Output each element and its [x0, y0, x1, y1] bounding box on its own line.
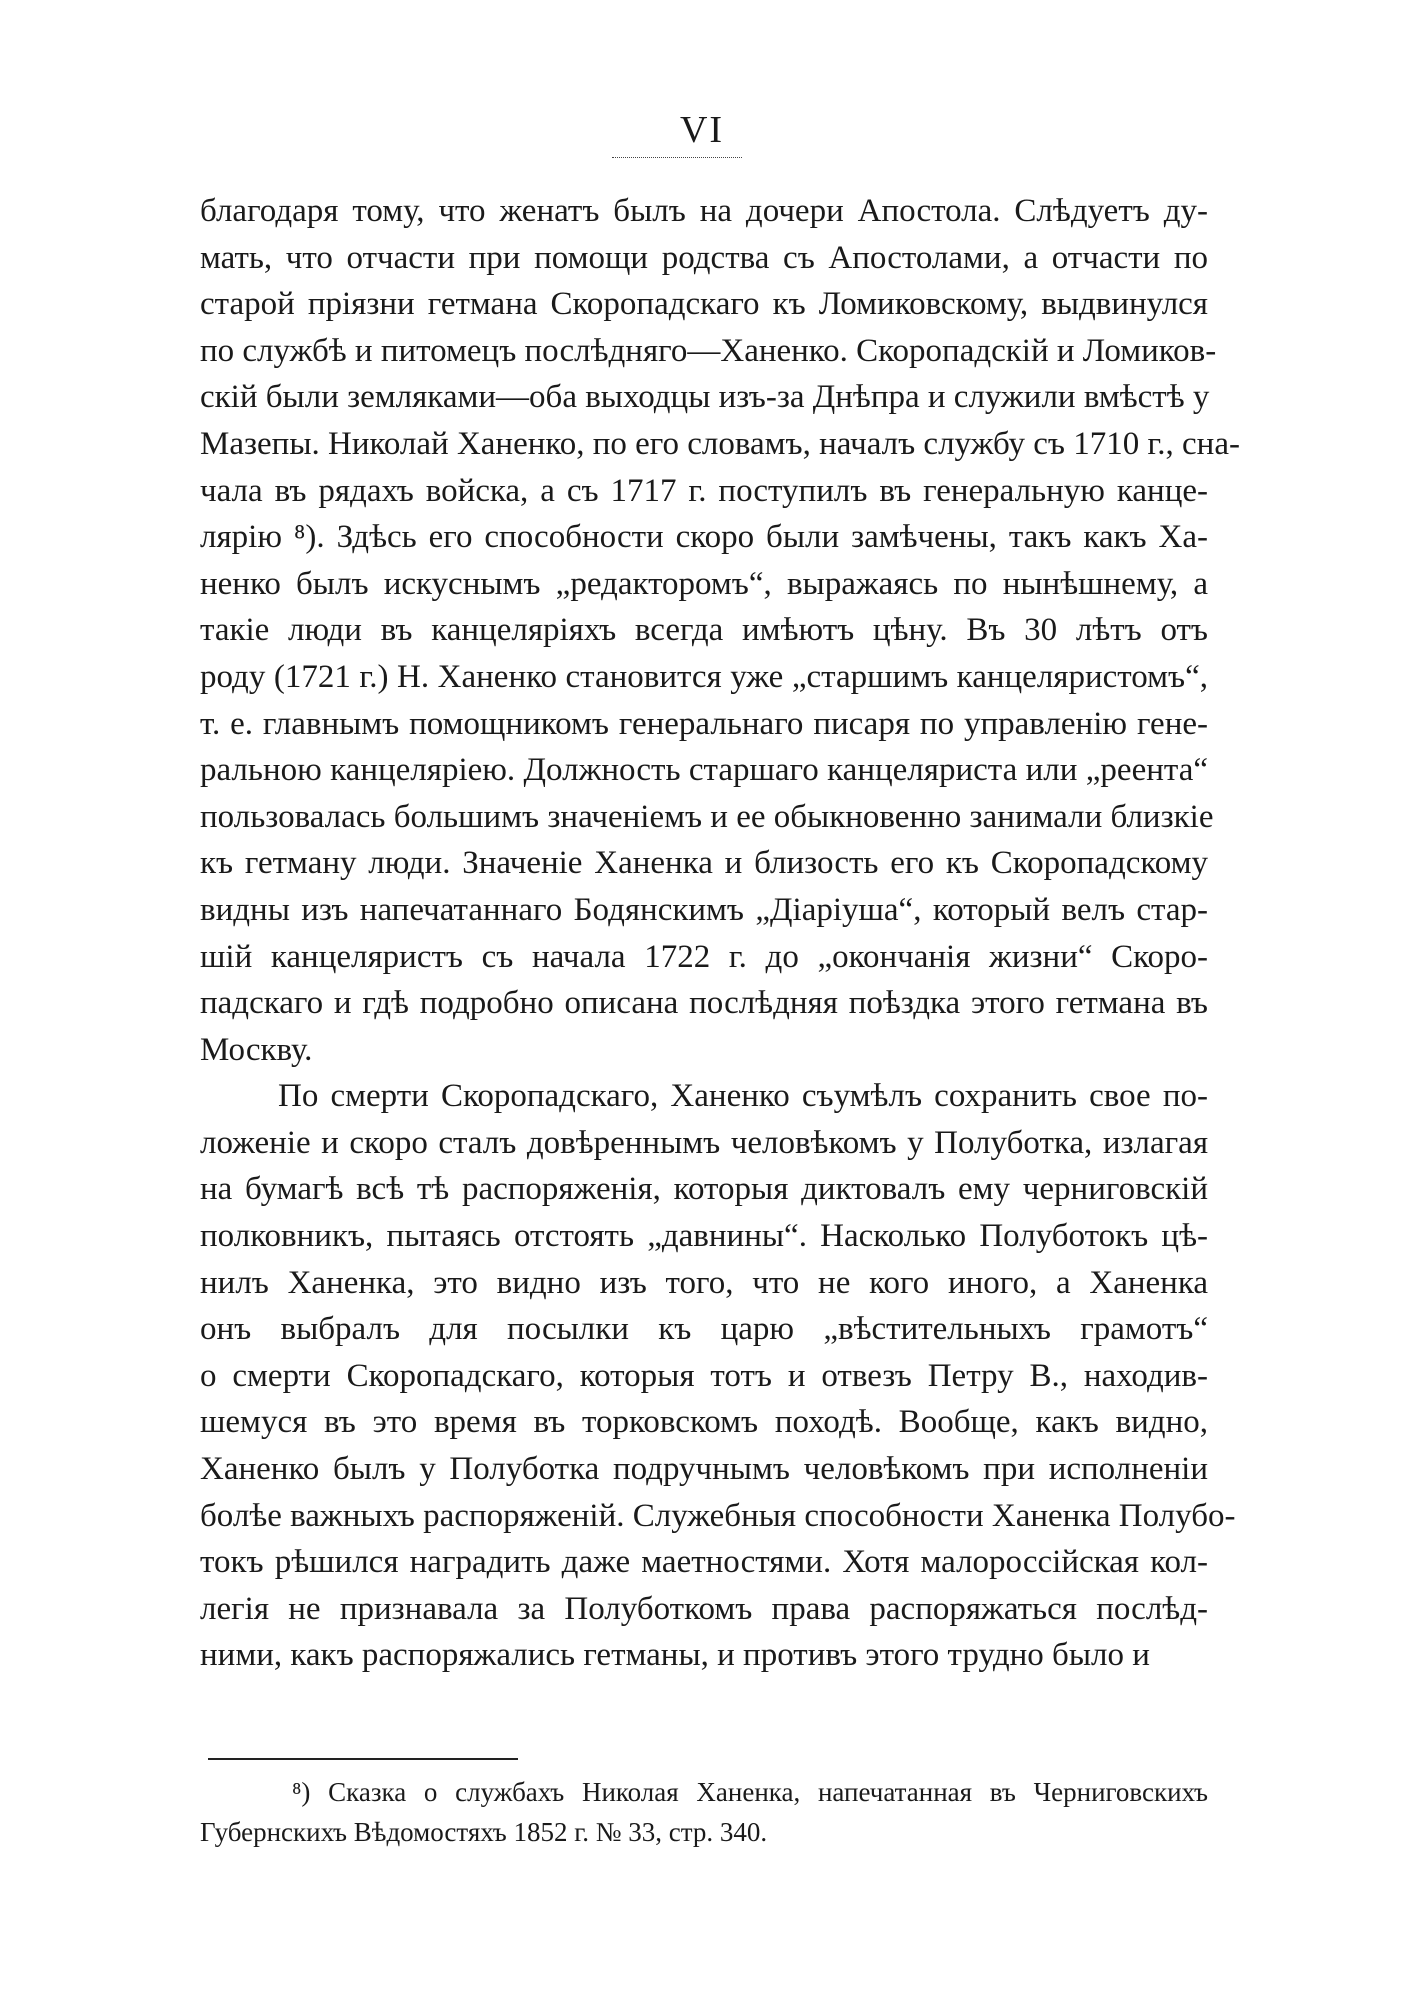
text-line: старой пріязни гетмана Скоропадскаго къ Ломиковскому, выдвинулся	[200, 286, 1208, 323]
text-line: лярію ⁸). Здѣсь его способности скоро были замѣчены, такъ какъ Ха-	[200, 519, 1208, 556]
text-line: скій были земляками—оба выходцы изъ-за Днѣпра и служили вмѣстѣ у	[200, 379, 1210, 416]
text-line: такіе люди въ канцеляріяхъ всегда имѣютъ цѣну. Въ 30 лѣтъ отъ	[200, 612, 1208, 649]
text-line: роду (1721 г.) Н. Ханенко становится уже „старшимъ канцеляристомъ“,	[200, 658, 1208, 695]
paragraph-1	[200, 188, 1240, 1073]
text-line: на бумагѣ всѣ тѣ распоряженія, которыя диктовалъ ему черниговскій	[200, 1171, 1208, 1208]
text-line: падскаго и гдѣ подробно описана послѣдняя поѣздка этого гетмана въ	[200, 985, 1208, 1022]
text-line: ними, какъ распоряжались гетманы, и противъ этого трудно было и	[200, 1637, 1150, 1674]
footnote-rule	[208, 1758, 518, 1760]
text-line: пользовалась большимъ значеніемъ и ее обыкновенно занимали близкіе	[200, 798, 1214, 835]
text-line: Мазепы. Николай Ханенко, по его словамъ, началъ службу съ 1710 г., сна-	[200, 425, 1240, 462]
text-line: ральною канцеляріею. Должность старшаго канцеляриста или „реента“	[200, 752, 1208, 789]
text-line: видны изъ напечатаннаго Бодянскимъ „Діаріуша“, который велъ стар-	[200, 891, 1208, 928]
text-line: шемуся въ это время въ торковскомъ походѣ. Вообще, какъ видно,	[200, 1404, 1208, 1441]
text-line: ненко былъ искуснымъ „редакторомъ“, выражаясь по нынѣшнему, а	[200, 565, 1208, 602]
text-line: полковникъ, пытаясь отстоять „давнины“. Насколько Полуботокъ цѣ-	[200, 1218, 1208, 1255]
text-line: шій канцеляристъ съ начала 1722 г. до „окончанія жизни“ Скоро-	[200, 938, 1208, 975]
main-text	[200, 188, 1240, 1679]
text-line: мать, что отчасти при помощи родства съ Апостолами, а отчасти по	[200, 239, 1208, 276]
text-line: благодаря тому, что женатъ былъ на дочери Апостола. Слѣдуетъ ду-	[200, 193, 1208, 229]
text-line: болѣе важныхъ распоряженій. Служебныя способности Ханенка Полубо-	[200, 1497, 1236, 1534]
text-line: о смерти Скоропадскаго, которыя тотъ и отвезъ Петру В., находив-	[200, 1357, 1208, 1394]
text-line: нилъ Ханенка, это видно изъ того, что не кого иного, а Ханенка	[200, 1264, 1208, 1301]
text-line: т. е. главнымъ помощникомъ генеральнаго писаря по управленію гене-	[200, 705, 1208, 742]
text-line: По смерти Скоропадскаго, Ханенко съумѣлъ сохранить свое по-	[278, 1078, 1208, 1115]
page-number: VI	[679, 109, 725, 151]
text-line: Москву.	[200, 1031, 313, 1068]
paragraph-2	[200, 1073, 1236, 1679]
text-line: къ гетману люди. Значеніе Ханенка и близость его къ Скоропадскому	[200, 845, 1208, 882]
footnotes	[200, 1772, 1208, 1852]
text-line: ложеніе и скоро сталъ довѣреннымъ человѣкомъ у Полуботка, излагая	[200, 1124, 1208, 1161]
text-line: по службѣ и питомецъ послѣдняго—Ханенко. Скоропадскій и Ломиков-	[200, 332, 1217, 369]
text-line: токъ рѣшился наградить даже маетностями. Хотя малороссійская кол-	[200, 1544, 1208, 1581]
text-line: онъ выбралъ для посылки къ царю „вѣстительныхъ грамотъ“	[200, 1311, 1208, 1348]
text-line: ⁸) Сказка о службахъ Николая Ханенка, напечатанная въ Черниговскихъ	[292, 1777, 1208, 1807]
text-line: Губернскихъ Вѣдомостяхъ 1852 г. № 33, стр. 340.	[200, 1817, 768, 1847]
header-rule	[612, 157, 742, 158]
text-line: Ханенко былъ у Полуботка подручнымъ человѣкомъ при исполненіи	[200, 1451, 1208, 1488]
text-line: легія не признавала за Полуботкомъ права распоряжаться послѣд-	[200, 1590, 1208, 1627]
text-line: чала въ рядахъ войска, а съ 1717 г. поступилъ въ генеральную канце-	[200, 472, 1208, 509]
